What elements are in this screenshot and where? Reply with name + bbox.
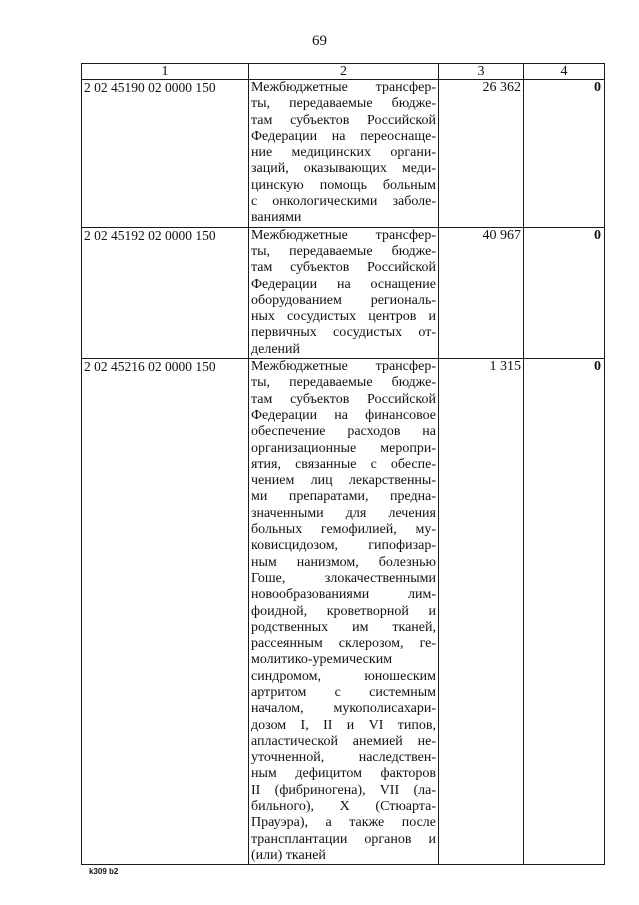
- amount-cell-col4: 0: [524, 80, 605, 228]
- description-line: Федерации на финансовое: [251, 407, 436, 423]
- description-line: новообразованиями лим-: [251, 587, 436, 603]
- description-line: синдромом, юношеским: [251, 668, 436, 684]
- description-line: бильного), X (Стюарта-: [251, 799, 436, 815]
- description-line: оборудованием региональ-: [251, 292, 436, 308]
- description-line: Межбюджетные трансфер-: [251, 80, 436, 95]
- description-line: чением лиц лекарственны-: [251, 473, 436, 489]
- footer-code: k309 b2: [89, 867, 119, 876]
- description-line: первичных сосудистых от-: [251, 325, 436, 341]
- description-line: Федерации на переоснаще-: [251, 128, 436, 144]
- description-line: фоидной, кроветворной и: [251, 603, 436, 619]
- description-line: Гоше, злокачественными: [251, 570, 436, 586]
- amount-cell-col4: 0: [524, 359, 605, 865]
- description-line: ных сосудистых центров и: [251, 309, 436, 325]
- description-line: ятия, связанные с обеспе-: [251, 456, 436, 472]
- description-line: ковисцидозом, гипофизар-: [251, 538, 436, 554]
- description-cell: [249, 227, 439, 358]
- table-row: [82, 227, 605, 358]
- description-line: ми препаратами, предна-: [251, 489, 436, 505]
- description-line: ты, передаваемые бюдже-: [251, 96, 436, 112]
- budget-code-cell: 2 02 45216 02 0000 150: [82, 359, 249, 865]
- column-header-4: 4: [524, 64, 605, 80]
- table-row: [82, 80, 605, 228]
- description-line: там субъектов Российской: [251, 112, 436, 128]
- description-line: с онкологическими заболе-: [251, 194, 436, 210]
- description-line: Федерации на оснащение: [251, 276, 436, 292]
- description-line: артритом с системным: [251, 684, 436, 700]
- description-line: Межбюджетные трансфер-: [251, 359, 436, 375]
- description-line: уточненной, наследствен-: [251, 750, 436, 766]
- description-cell: [249, 359, 439, 865]
- budget-table: [81, 63, 605, 865]
- amount-cell: 40 967: [439, 227, 524, 358]
- description-line: рассеянным склерозом, ге-: [251, 636, 436, 652]
- amount-cell: 1 315: [439, 359, 524, 865]
- page-number: 69: [312, 33, 327, 49]
- budget-code-cell: 2 02 45190 02 0000 150: [82, 80, 249, 228]
- table-header-row: [82, 64, 605, 80]
- description-line: ным нанизмом, болезнью: [251, 554, 436, 570]
- description-line: заций, оказывающих меди-: [251, 161, 436, 177]
- description-line: ты, передаваемые бюдже-: [251, 243, 436, 259]
- description-line: Межбюджетные трансфер-: [251, 227, 436, 243]
- description-line: (или) тканей: [251, 847, 326, 863]
- table-row: [82, 359, 605, 865]
- description-line: цинскую помощь больным: [251, 177, 436, 193]
- column-header-1: 1: [82, 64, 249, 80]
- budget-code-cell: 2 02 45192 02 0000 150: [82, 227, 249, 358]
- description-line: началом, мукополисахари-: [251, 701, 436, 717]
- description-cell: [249, 80, 439, 228]
- column-header-3: 3: [439, 64, 524, 80]
- description-line: ваниями: [251, 210, 302, 226]
- amount-cell-col4: 0: [524, 227, 605, 358]
- description-line: значенными для лечения: [251, 505, 436, 521]
- description-line: ты, передаваемые бюдже-: [251, 375, 436, 391]
- description-line: обеспечение расходов на: [251, 424, 436, 440]
- description-line: II (фибриногена), VII (ла-: [251, 782, 436, 798]
- description-line: там субъектов Российской: [251, 260, 436, 276]
- description-line: родственных им тканей,: [251, 619, 436, 635]
- description-line: организационные меропри-: [251, 440, 436, 456]
- description-line: ние медицинских органи-: [251, 145, 436, 161]
- description-line: больных гемофилией, му-: [251, 522, 436, 538]
- description-line: апластической анемией не-: [251, 733, 436, 749]
- description-line: делений: [251, 341, 301, 357]
- column-header-2: 2: [249, 64, 439, 80]
- description-line: там субъектов Российской: [251, 391, 436, 407]
- description-line: молитико-уремическим: [251, 652, 393, 668]
- description-line: ным дефицитом факторов: [251, 766, 436, 782]
- description-line: трансплантации органов и: [251, 831, 436, 847]
- amount-cell: 26 362: [439, 80, 524, 228]
- description-line: Прауэра), а также после: [251, 815, 436, 831]
- description-line: дозом I, II и VI типов,: [251, 717, 436, 733]
